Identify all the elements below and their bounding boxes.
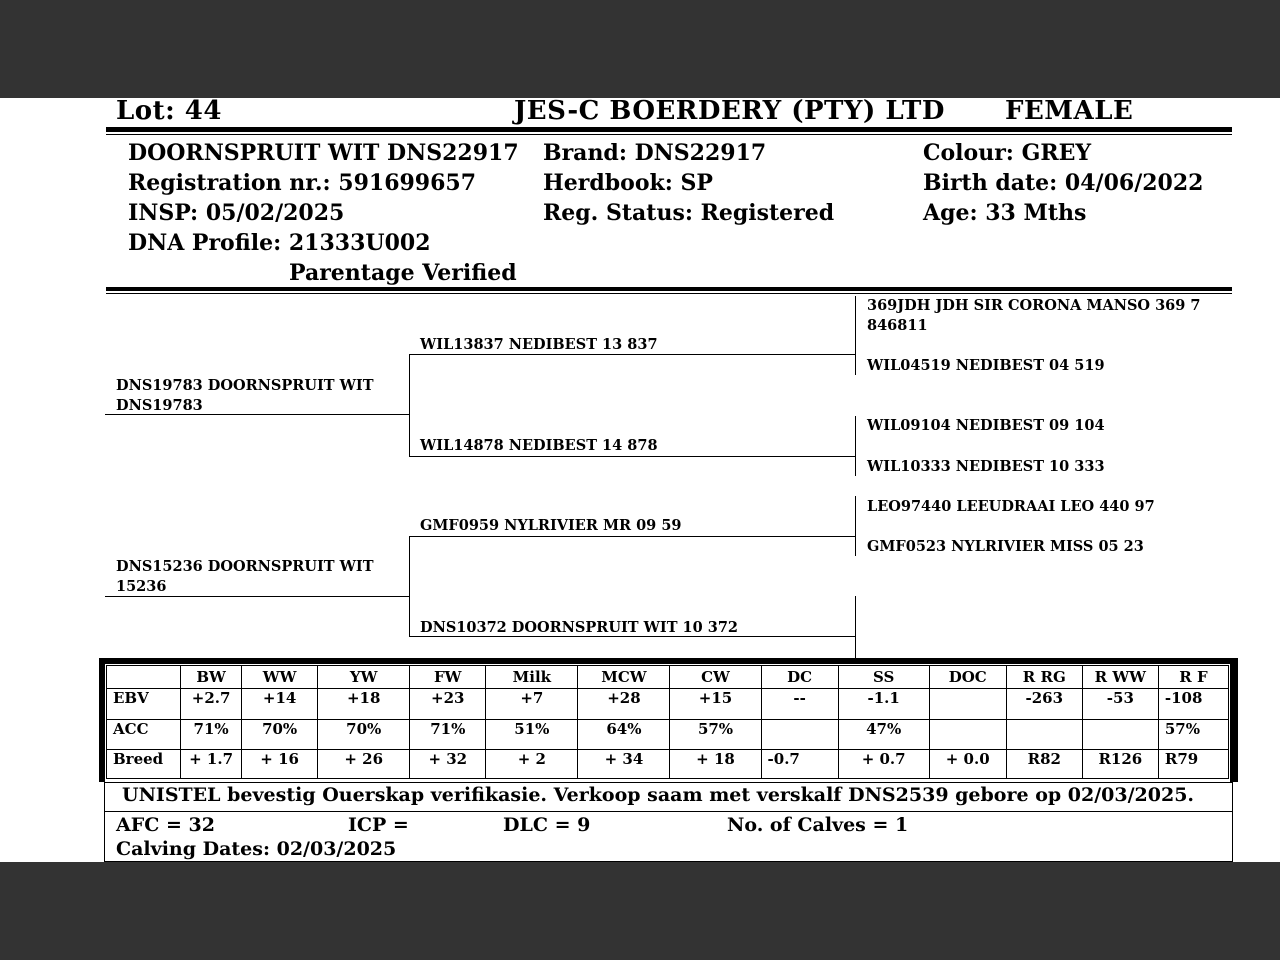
- breed-cell: + 34: [578, 750, 670, 779]
- breed-cell: + 32: [410, 750, 486, 779]
- ebv-cell: --: [761, 689, 838, 720]
- ebv-row-label: EBV: [107, 689, 181, 720]
- breed-cell: R82: [1006, 750, 1082, 779]
- acc-cell: 64%: [578, 720, 670, 750]
- ebv-frame-top: [99, 658, 1238, 664]
- pedigree-gg2: WIL04519 NEDIBEST 04 519: [867, 357, 1105, 374]
- ebv-header: R WW: [1082, 666, 1158, 689]
- pedigree-sire-dam: WIL14878 NEDIBEST 14 878: [420, 437, 658, 454]
- herdbook: Herdbook: SP: [543, 170, 713, 196]
- ebv-header-corner: [107, 666, 181, 689]
- number-of-calves: No. of Calves = 1: [727, 814, 909, 836]
- title-divider-thick: [106, 127, 1232, 132]
- info-divider-thin: [106, 293, 1232, 294]
- breed-cell: R79: [1158, 750, 1228, 779]
- ebv-header: SS: [838, 666, 929, 689]
- ebv-cell: [929, 689, 1006, 720]
- pedigree-gg1: 369JDH JDH SIR CORONA MANSO 369 7 846811: [867, 297, 1201, 334]
- ebv-table: [106, 665, 1229, 779]
- acc-cell: 51%: [486, 720, 578, 750]
- dna-profile: DNA Profile: 21333U002: [128, 230, 431, 256]
- ebv-cell: +15: [670, 689, 761, 720]
- sire-bracket: [409, 354, 410, 457]
- info-left-column: [128, 138, 519, 288]
- title-divider-thin: [106, 134, 1232, 135]
- acc-cell: [1006, 720, 1082, 750]
- ebv-cell: +2.7: [181, 689, 242, 720]
- ebv-row-ebv: [107, 689, 1229, 720]
- colour: Colour: GREY: [923, 140, 1092, 166]
- pedigree-dam-dam: DNS10372 DOORNSPRUIT WIT 10 372: [420, 619, 739, 636]
- inspection-date: INSP: 05/02/2025: [128, 200, 345, 226]
- ebv-frame-right: [1230, 658, 1238, 782]
- ebv-header-row: [107, 666, 1229, 689]
- lot-label: [116, 98, 222, 126]
- ebv-cell: -108: [1158, 689, 1228, 720]
- lot-number: 44: [184, 98, 222, 126]
- ebv-header: DOC: [929, 666, 1006, 689]
- breed-cell: R126: [1082, 750, 1158, 779]
- acc-cell: 47%: [838, 720, 929, 750]
- calving-dates: Calving Dates: 02/03/2025: [116, 838, 397, 860]
- pedigree-gg3: WIL09104 NEDIBEST 09 104: [867, 417, 1105, 434]
- ebv-header: MCW: [578, 666, 670, 689]
- breed-cell: + 0.7: [838, 750, 929, 779]
- gg-bracket-1: [855, 296, 856, 375]
- pedigree-sire: DNS19783 DOORNSPRUIT WIT DNS19783: [116, 377, 374, 414]
- info-middle-column: [543, 138, 834, 228]
- ebv-header: BW: [181, 666, 242, 689]
- ebv-cell: +28: [578, 689, 670, 720]
- pedigree-gg4: WIL10333 NEDIBEST 10 333: [867, 458, 1105, 475]
- dlc: DLC = 9: [503, 814, 591, 836]
- acc-cell: 70%: [242, 720, 318, 750]
- acc-cell: 70%: [318, 720, 410, 750]
- sire-dam-line: [409, 456, 856, 457]
- breed-cell: + 1.7: [181, 750, 242, 779]
- breed-cell: + 18: [670, 750, 761, 779]
- animal-name: DOORNSPRUIT WIT DNS22917: [128, 140, 519, 166]
- parentage-status: Parentage Verified: [289, 260, 517, 286]
- info-divider-thick: [106, 287, 1232, 291]
- breed-cell: + 16: [242, 750, 318, 779]
- ebv-header: R F: [1158, 666, 1228, 689]
- breed-cell: -0.7: [761, 750, 838, 779]
- pedigree-sire-sire: WIL13837 NEDIBEST 13 837: [420, 336, 658, 353]
- breeder-name: JES-C BOERDERY (PTY) LTD: [514, 98, 945, 126]
- ebv-frame-left: [99, 658, 105, 782]
- ebv-header: Milk: [486, 666, 578, 689]
- dam-bracket: [409, 536, 410, 637]
- gg-bracket-2: [855, 416, 856, 476]
- ebv-row-breed: [107, 750, 1229, 779]
- registration-number: Registration nr.: 591699657: [128, 170, 477, 196]
- acc-cell: 57%: [1158, 720, 1228, 750]
- acc-cell: [761, 720, 838, 750]
- acc-cell: [1082, 720, 1158, 750]
- lot-catalogue-page: [0, 98, 1280, 862]
- ebv-cell: -53: [1082, 689, 1158, 720]
- ebv-header: R RG: [1006, 666, 1082, 689]
- ebv-header: DC: [761, 666, 838, 689]
- ebv-row-label: Breed: [107, 750, 181, 779]
- pedigree-gg5: LEO97440 LEEUDRAAI LEO 440 97: [867, 498, 1155, 515]
- footer-divider: [104, 811, 1232, 812]
- ebv-cell: +14: [242, 689, 318, 720]
- ebv-row-acc: [107, 720, 1229, 750]
- gg-bracket-3: [855, 496, 856, 556]
- ebv-header: CW: [670, 666, 761, 689]
- lot-label-text: Lot:: [116, 98, 176, 126]
- gg-bracket-4: [855, 596, 856, 658]
- breed-cell: + 0.0: [929, 750, 1006, 779]
- dam-sire-line: [409, 536, 856, 537]
- brand: Brand: DNS22917: [543, 140, 767, 166]
- breed-cell: + 2: [486, 750, 578, 779]
- remarks: UNISTEL bevestig Ouerskap verifikasie. Verkoop saam met verskalf DNS2539 gebore op 02/03/2025.: [122, 784, 1195, 806]
- acc-cell: 71%: [181, 720, 242, 750]
- registration-status: Reg. Status: Registered: [543, 200, 835, 226]
- afc: AFC = 32: [116, 814, 215, 836]
- acc-cell: 57%: [670, 720, 761, 750]
- ebv-header: FW: [410, 666, 486, 689]
- ebv-header: WW: [242, 666, 318, 689]
- pedigree-dam-sire: GMF0959 NYLRIVIER MR 09 59: [420, 517, 682, 534]
- ebv-cell: +23: [410, 689, 486, 720]
- breed-cell: + 26: [318, 750, 410, 779]
- icp: ICP =: [348, 814, 409, 836]
- ebv-row-label: ACC: [107, 720, 181, 750]
- age: Age: 33 Mths: [923, 200, 1087, 226]
- ebv-cell: -1.1: [838, 689, 929, 720]
- ebv-cell: +18: [318, 689, 410, 720]
- acc-cell: 71%: [410, 720, 486, 750]
- ebv-cell: -263: [1006, 689, 1082, 720]
- birth-date: Birth date: 04/06/2022: [923, 170, 1204, 196]
- pedigree-gg6: GMF0523 NYLRIVIER MISS 05 23: [867, 538, 1144, 555]
- acc-cell: [929, 720, 1006, 750]
- info-right-column: [923, 138, 1203, 228]
- ebv-cell: +7: [486, 689, 578, 720]
- ebv-header: YW: [318, 666, 410, 689]
- animal-sex: FEMALE: [1005, 98, 1134, 126]
- pedigree-dam: DNS15236 DOORNSPRUIT WIT 15236: [116, 558, 374, 595]
